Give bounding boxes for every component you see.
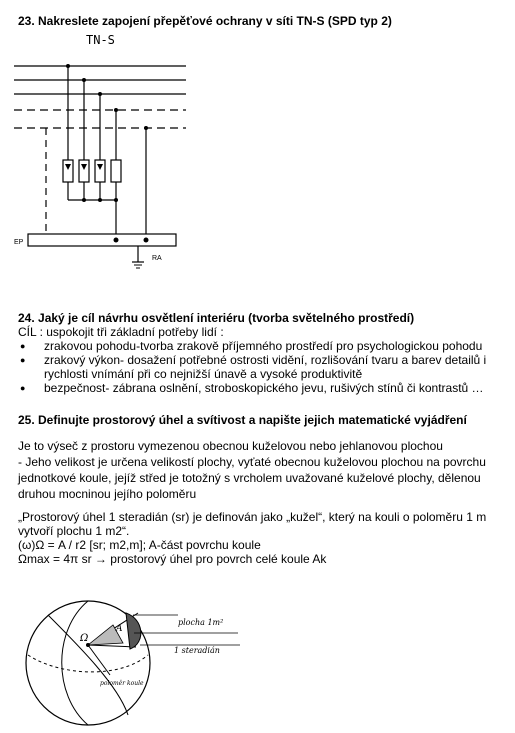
steradian-sphere-figure xyxy=(18,585,248,730)
list-item: ● zrakovou pohodu-tvorba zrakově příjemného prostředí pro psychologickou pohodu xyxy=(0,339,505,353)
q24-intro: CÍL : uspokojit tři základní potřeby lidí : xyxy=(18,325,224,339)
figure-label-omega: Ω xyxy=(80,633,89,644)
tn-s-spd-diagram xyxy=(10,30,190,280)
figure-label-a: A xyxy=(116,624,123,634)
figure-label-area: plocha 1m² xyxy=(178,618,224,627)
q25-heading: 25. Definujte prostorový úhel a svítivost a napište jejich matematické vyjádření xyxy=(18,413,467,427)
q24-heading: 24. Jaký je cíl návrhu osvětlení interiéru (tvorba světelného prostředí) xyxy=(18,311,415,325)
list-item: ● zrakový výkon- dosažení potřebné ostrosti vidění, rozlišování tvaru a barev detailů i rychlosti vnímání při co nejnižší únavě a vysoké produktivitě xyxy=(0,353,505,381)
q25-paragraph-1: Je to výseč z prostoru vymezenou obecnou kuželovou nebo jehlanovou plochou - Jeho velikost je určena velikostí plochy, vyťaté obecnou kuželovou plochou na povrchu jednotkové koule, jejíž střed je totožný s vrcholem uvažované kuželové plochy, dělenou druhou mocninou jejího poloměru xyxy=(18,439,486,501)
diagram-label-ra: RA xyxy=(152,255,162,262)
figure-label-steradian: 1 steradián xyxy=(174,646,220,655)
figure-label-radius: poloměr koule xyxy=(100,680,144,687)
list-item: ● bezpečnost- zábrana oslnění, stroboskopického jevu, rušivých stínů či kontrastů … xyxy=(0,381,505,395)
q24-list xyxy=(0,339,505,395)
diagram-label-tns: TN-S xyxy=(86,33,115,47)
diagram-label-ep: EP xyxy=(14,239,24,246)
formula-solid-angle: (ω)Ω = A / r2 [sr; m2,m]; A-část povrchu koule xyxy=(18,538,261,552)
q25-paragraph-2: „Prostorový úhel 1 steradián (sr) je definován jako „kužel“, který na kouli o poloměru 1 m vytvoří plochu 1 m2“. (ω)Ω = A / r2 [sr; m2,m]; A-část povrchu koule Ωmax = 4π sr → prostorový úhel pro povrch celé koule Ak xyxy=(18,510,498,566)
q23-heading: 23. Nakreslete zapojení přepěťové ochrany v síti TN-S (SPD typ 2) xyxy=(18,14,392,28)
formula-max-solid-angle: Ωmax = 4π sr → prostorový úhel pro povrch celé koule Ak xyxy=(18,552,327,566)
